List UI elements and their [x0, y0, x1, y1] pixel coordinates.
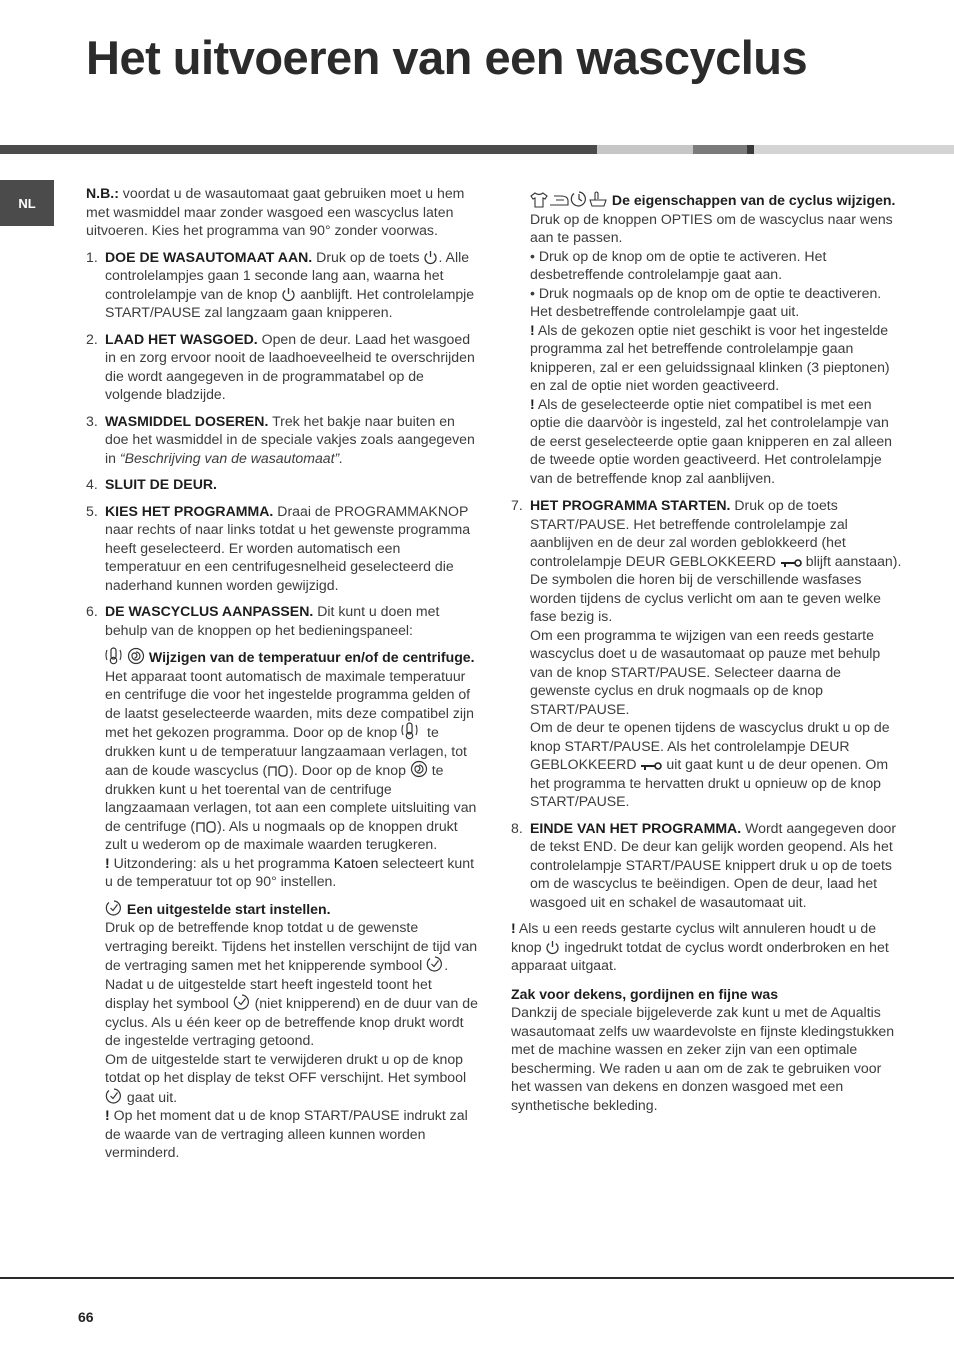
step-4 — [86, 475, 478, 494]
iron-icon — [548, 192, 570, 208]
section-text: Druk op de knoppen OPTIES om de wascyclus naar wens aan te passen. — [530, 210, 893, 245]
step-number: 1. — [86, 248, 98, 265]
section-text: Het apparaat toont automatisch de maximale temperatuur en centrifuge die voor het ingestelde programma gelden of de laatst geselecteerde waarden, mits deze compatibel zijn met het gekozen programma. Door op de knop — [105, 667, 474, 740]
power-icon — [281, 287, 296, 302]
step-heading: KIES HET PROGRAMMA. — [105, 502, 274, 519]
delay-timer-icon — [105, 1087, 123, 1105]
step-8 — [511, 819, 903, 912]
header-bar-segment — [693, 145, 747, 154]
section-text: selecteert kunt u de temperatuur tot op 90° instellen. — [105, 854, 474, 889]
delay-timer-icon — [233, 993, 251, 1011]
bag-text: Dankzij de speciale bijgeleverde zak kunt u met de Aqualtis wasautomaat zelfs uw waardevolste en fijnste kledingstukken met de machine wassen en zeker zijn van een optimale bescherming. We raden u aan om de zak te gebruiken voor het wassen van dekens en donzen wasgoed met een synthetische bekleding. — [511, 1004, 895, 1113]
warning-mark: ! — [105, 854, 110, 871]
step-text: Trek het bakje naar buiten en doe het wasmiddel in de speciale vakjes zoals aangegeven in — [105, 412, 475, 466]
bullet-item: • Druk nogmaals op de knop om de optie te deactiveren. Het desbetreffende controlelampje gaat uit. — [530, 284, 882, 319]
spin-icon — [127, 647, 145, 665]
delay-timer-icon — [426, 955, 444, 973]
off-symbol-icon — [195, 820, 217, 834]
step-text: Dit kunt u doen met behulp van de knoppen op het bedieningspaneel: — [105, 603, 440, 638]
section-text: ). Door op de knop — [289, 762, 410, 778]
header-bar-segment — [597, 145, 693, 154]
delay-start-section — [105, 899, 478, 1162]
warning-mark: ! — [530, 395, 535, 412]
right-column — [511, 190, 903, 1114]
note-text: Als u een reeds gestarte cyclus wilt annuleren houdt u de knop — [511, 920, 877, 955]
step-heading: HET PROGRAMMA STARTEN. — [530, 497, 731, 513]
section-text: Als de geselecteerde optie niet compatibel is met een optie die daarvòòr is ingesteld, zal het controlelampje van de eerst geselecteerde optie gaan knipperen en zal alleen de tweede optie worden geactiveerd. Het controlelampje van de betreffende knop zal aanblijven. — [530, 395, 892, 486]
warning-mark: ! — [511, 920, 516, 936]
step-text: Om de deur te openen tijdens de wascyclus drukt u op de knop START/PAUSE. Als het controlelampje DEUR GEBLOKKEERD — [530, 719, 890, 772]
nb-text: voordat u de wasautomaat gaat gebruiken moet u hem met wasmiddel maar zonder wasgoed een wascyclus laten uitvoeren. Kies het programma van 90° zonder voorwas. — [86, 185, 465, 238]
warning-mark: ! — [105, 1107, 110, 1123]
note-text: ingedrukt totdat de cyclus wordt onderbroken en het apparaat uitgaat. — [511, 938, 889, 973]
step-reference: “Beschrijving van de wasautomaat”. — [119, 449, 344, 466]
section-text: Om de uitgestelde start te verwijderen drukt u op de knop totdat op het display de tekst OFF verschijnt. Het symbool — [105, 1050, 467, 1085]
step-number: 2. — [86, 330, 98, 347]
section-text: Druk op de betreffende knop totdat u de gewenste vertraging bereikt. Tijdens het instellen verschijnt de tijd van de vertraging samen met het knipperende symbool — [105, 919, 478, 973]
step-text: Druk op de toets START/PAUSE. Het betreffende controlelampje zal aanblijven en de deur zal worden geblokkeerd (het controlelampje DEUR GEBLOKKEERD — [530, 497, 848, 569]
options-section — [511, 190, 903, 487]
power-icon — [423, 250, 438, 265]
step-heading: DE WASCYCLUS AANPASSEN. — [105, 603, 314, 619]
step-text: blijft aanstaan). De symbolen die horen bij de verschillende wasfases worden tijdens de cyclus verlicht om aan te geven welke fase bezig is. — [530, 552, 902, 624]
door-lock-key-icon — [780, 557, 802, 569]
section-text: Op het moment dat u de knop START/PAUSE indrukt zal de waarde van de vertraging alleen kunnen worden verminderd. — [105, 1107, 468, 1160]
header-bar-segment — [747, 145, 754, 154]
hand-wash-icon — [588, 190, 608, 208]
step-text: Om een programma te wijzigen van een reeds gestarte wascyclus doet u de wasautomaat op pauze met behulp van de knop START/PAUSE. Selecteer daarna de gewenste cyclus en druk nogmaals op de knop START/PAUSE. — [530, 626, 881, 717]
step-1 — [86, 248, 478, 322]
nb-label: N.B.: — [86, 185, 119, 201]
left-column — [86, 184, 478, 1162]
power-icon — [545, 940, 560, 955]
section-text: . Nadat u de uitgestelde start heeft ingesteld toont het display het symbool — [105, 957, 449, 1011]
section-text: gaat uit. — [123, 1088, 178, 1105]
step-5 — [86, 502, 478, 595]
page-number: 66 — [78, 1309, 94, 1325]
step-text: Open de deur. Laad het wasgoed in en zorg ervoor nooit de laadhoeveelheid te overschrijden die wordt aangegeven in de programmatabel op de volgende bladzijde. — [105, 330, 475, 402]
language-tab: NL — [0, 180, 54, 226]
delay-timer-icon — [105, 899, 123, 917]
door-lock-key-icon — [640, 760, 662, 772]
step-heading: EINDE VAN HET PROGRAMMA. — [530, 819, 742, 836]
spin-icon — [410, 760, 428, 778]
step-6 — [86, 602, 478, 1162]
section-heading: Wijzigen van de temperatuur en/of de centrifuge. — [145, 649, 475, 665]
section-text: ). Als u nogmaals op de knoppen drukt zult u wederom op de maximale waarden terugkeren. — [105, 817, 458, 852]
bag-heading — [511, 985, 903, 1004]
program-name: Katoen — [333, 854, 379, 871]
step-text: . Alle controlelampjes gaan 1 seconde lang aan, waarna het controlelampje van de knop — [105, 248, 470, 302]
step-number: 7. — [511, 497, 523, 513]
step-text: aanblijft. Het controlelampje START/PAUSE zal langzaam gaan knipperen. — [105, 285, 475, 320]
delay-option-icon — [570, 190, 588, 208]
header-bar — [0, 145, 597, 154]
step-heading: DOE DE WASAUTOMAAT AAN. — [105, 248, 313, 265]
section-text: (niet knipperend) en de duur van de cyclus. Als u één keer op de betreffende knop drukt wordt de ingestelde vertraging getoond. — [105, 995, 478, 1048]
step-text: Druk op de toets — [312, 248, 424, 265]
footer-rule — [0, 1277, 954, 1279]
section-heading: Zak voor dekens, gordijnen en fijne was — [511, 985, 779, 1002]
step-text: uit gaat kunt u de deur openen. Om het programma te hervatten drukt u opnieuw op de knop START/PAUSE. — [530, 756, 889, 809]
section-heading: Een uitgestelde start instellen. — [123, 900, 331, 917]
header-bar-segment — [754, 145, 954, 154]
shirt-icon — [530, 192, 548, 208]
temperature-icon — [401, 722, 423, 740]
step-number: 6. — [86, 603, 98, 619]
bullet-item: • Druk op de knop om de optie te activeren. Het desbetreffende controlelampje gaat aan. — [530, 247, 827, 282]
section-text: Uitzondering: als u het programma — [109, 854, 334, 871]
warning-mark: ! — [530, 321, 535, 338]
temperature-icon — [105, 647, 127, 665]
temperature-spin-section — [105, 647, 478, 891]
step-2 — [86, 330, 478, 404]
step-text: Draai de PROGRAMMAKNOP naar rechts of naar links totdat u het gewenste programma heeft geselecteerd. Er worden automatisch een temperatuur en een centrifugesnelheid geselecteerd die naderhand kunnen worden gewijzigd. — [105, 502, 471, 593]
step-heading: SLUIT DE DEUR. — [105, 476, 217, 492]
step-number: 4. — [86, 476, 98, 492]
section-text: Als de gekozen optie niet geschikt is voor het ingestelde programma zal het betreffende controlelampje gaan knipperen, zal er een geluidssignaal klinken (3 pieptonen) en zal de optie niet worden geactiveerd. — [530, 321, 890, 393]
step-heading: LAAD HET WASGOED. — [105, 330, 258, 347]
step-heading: WASMIDDEL DOSEREN. — [105, 412, 269, 429]
step-number: 5. — [86, 502, 98, 519]
section-text: te drukken kunt u het toerental van de centrifuge langzaamaan verlagen, tot aan een complete uitsluiting van de centrifuge ( — [105, 762, 477, 834]
off-symbol-icon — [267, 764, 289, 778]
step-3 — [86, 412, 478, 468]
step-text: Wordt aangegeven door de tekst END. De deur kan gelijk worden geopend. Als het controlelampje START/PAUSE knippert druk u op de toets om de wascyclus te beëindigen. Open de deur, laad het wasgoed uit en schakel de wasautomaat uit. — [530, 819, 897, 910]
cancel-note — [511, 919, 903, 975]
nb-paragraph — [86, 184, 478, 240]
step-7 — [511, 496, 903, 811]
section-heading: De eigenschappen van de cyclus wijzigen. — [608, 192, 896, 208]
step-number: 3. — [86, 412, 98, 429]
section-text: te drukken kunt u de temperatuur langzaamaan verlagen, tot aan de koude wascyclus ( — [105, 724, 467, 778]
page-title: Het uitvoeren van een wascyclus — [86, 31, 808, 84]
step-number: 8. — [511, 819, 523, 836]
